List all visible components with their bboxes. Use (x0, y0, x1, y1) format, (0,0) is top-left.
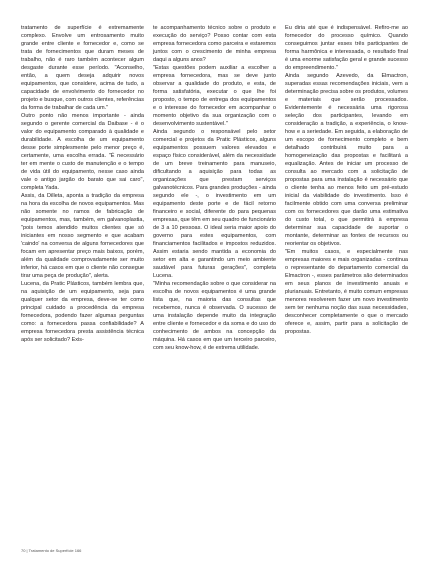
paragraph: "Estas questões podem auxiliar a escolher a empresa fornecedora, mas se deve junto observar a qualidade do produto, e esta, de forma satisfatória, executar o que lhe foi proposto, o tempo de entrega dos equipamentos e o interesse do fornecedor em acompanhar o momento objetivo da sua organização com o desenvolvimento sustentável." (153, 65, 276, 127)
paragraph: "Minha recomendação sobre o que considerar na escolha de novos equipamentos é uma grande lista que, na maioria das consultas que recebemos, nunca é observada. O sucesso de uma instalação depende muito da integração entre cliente e fornecedor e da soma e do uso do conhecimento de ambos na concepção da máquina. Há casos em que um terceiro parceiro, com seu know-how, é de extrema utilidade. (153, 281, 276, 351)
paragraph: Assis, da Dilleta, aponta a tradição da empresa na hora da escolha de novos equipamentos. Mas não somente no ramos de fabricação de equipamentos, mas, também, em galvanoplastia, "pois temos atendido muitos clientes que só iniciantes em nosso segmento e que acabam 'caindo' na conversa de alguns fornecedores que focam em apresentar preço mais baixos, porém, além da qualidade comprovadamente ser muito inferior, há casos em que o cliente não consegue tirar uma peça de produção", alerta. (21, 193, 144, 279)
paragraph: te acompanhamento técnico sobre o produto e execução do serviço? Posso contar com esta empresa fornecedora como parceira e estaremos juntos com o crescimento de minha empresa daqui a alguns anos? (153, 25, 276, 63)
paragraph: Ainda segundo o responsável pelo setor comercial e projetos da Pratic Plásticos, alguns equipamentos possuem valores elevados e espaço físico considerável, além da necessidade de um breve treinamento para manuseio, dificultando a aquisição para todas as organizações que prestam serviços galvanotécnicos. Para grandes produções - ainda segundo ele -, o investimento em um equipamento deste porte e de fácil retorno financeiro e social, diferente do para pequenas empresas, que têm em seu quadro de funcionário de 3 a 10 pessoas. O ideal seria maior apoio do governo para estes equipamentos, com financiamentos facilitados e impostos reduzidos. Assim estaria sendo mantida a economia do setor em alta e garantindo um meio ambiente saudável para futuras gerações", completa Lucena. (153, 129, 276, 279)
page-footer: 70 | Tratamento de Superfície 166 (21, 548, 82, 553)
paragraph: "Em muitos casos, e especialmente nas empresas maiores e mais organizadas - continua o representante do departamento comercial da Elmactron -, esses parâmetros são determinados em seus planos de investimento anuais e plurianuais. Entretanto, é muito comum empresas menores resolverem fazer um novo investimento sem ter nenhuma noção das suas necessidades, desconhecer completamente o que o mercado oferece e, assim, partir para a solicitação de propostas. (285, 249, 408, 335)
column-1 (21, 24, 144, 352)
column-3 (285, 24, 408, 352)
paragraph: Outro ponto não menos importante - ainda segundo o gerente comercial da Daibase - é o valor do equipamento comparado à qualidade e durabilidade. A escolha de um equipamento desse porte simplesmente pelo menor preço é, certamente, uma escolha errada. "É necessário ter em mente o custo de manutenção e o tempo de vida útil do equipamento, nesse caso ainda vale o antigo jargão do barato que sai caro", completa Yada. (21, 113, 144, 191)
column-2 (153, 24, 276, 352)
paragraph: Ainda segundo Azevedo, da Elmactron, superadas essas recomendações iniciais, vem a determinação precisa sobre os produtos, volumes e materiais que serão processados. Evidentemente é necessária uma rigorosa seleção dos participantes, levando em consideração a tradição, a experiência, o know-how e a seriedade. Em seguida, a elaboração de um escopo de fornecimento completo e bem detalhado contribuirá muito para a homogeneização das propostas e facilitará a equalização. Antes de iniciar um processo de consulta ao mercado com a solicitação de propostas para uma instalação é necessário que o cliente tenha ao menos feito um pré-estudo inicial da viabilidade do investimento. Isso é facilmente obtido com uma conversa preliminar com os fornecedores que darão uma estimativa do custo total, o que permitirá à empresa determinar sua capacidade de suportar o montante, determinar as fontes de recursos ou reorientar os objetivos. (285, 73, 408, 247)
paragraph: Lucena, da Pratic Plásticos, também lembra que, na aquisição de um equipamento, seja para qualquer setor da empresa, deve-se ter como principal cuidado a procedência da empresa fornecedora, podendo fazer algumas perguntas como: a fornecedora passa confiabilidade? A empresa fornecedora presta assistência técnica após ser solicitado? Exis- (21, 281, 144, 343)
text-columns (21, 24, 408, 352)
paragraph: Eu diria até que é indispensável. Refiro-me ao fornecedor do processo químico. Quando conseguimos juntar esses três participantes de forma harmônica e interessada, o resultado final é uma enorme satisfação geral e grande sucesso do empreendimento." (285, 25, 408, 71)
paragraph: tratamento de superfície é extremamente complexo. Envolve um entrosamento muito grande entre cliente e fornecedor e, como se trata de fornecimentos que duram meses de trabalho, não é raro também acontecer algum desgaste durante esse período. "Aconselho, então, a quem deseja adquirir novos equipamentos, que considere, acima de tudo, a capacidade de envolvimento do fornecedor no projeto e busque, com outros clientes, referências da forma de trabalhar de cada um." (21, 25, 144, 111)
